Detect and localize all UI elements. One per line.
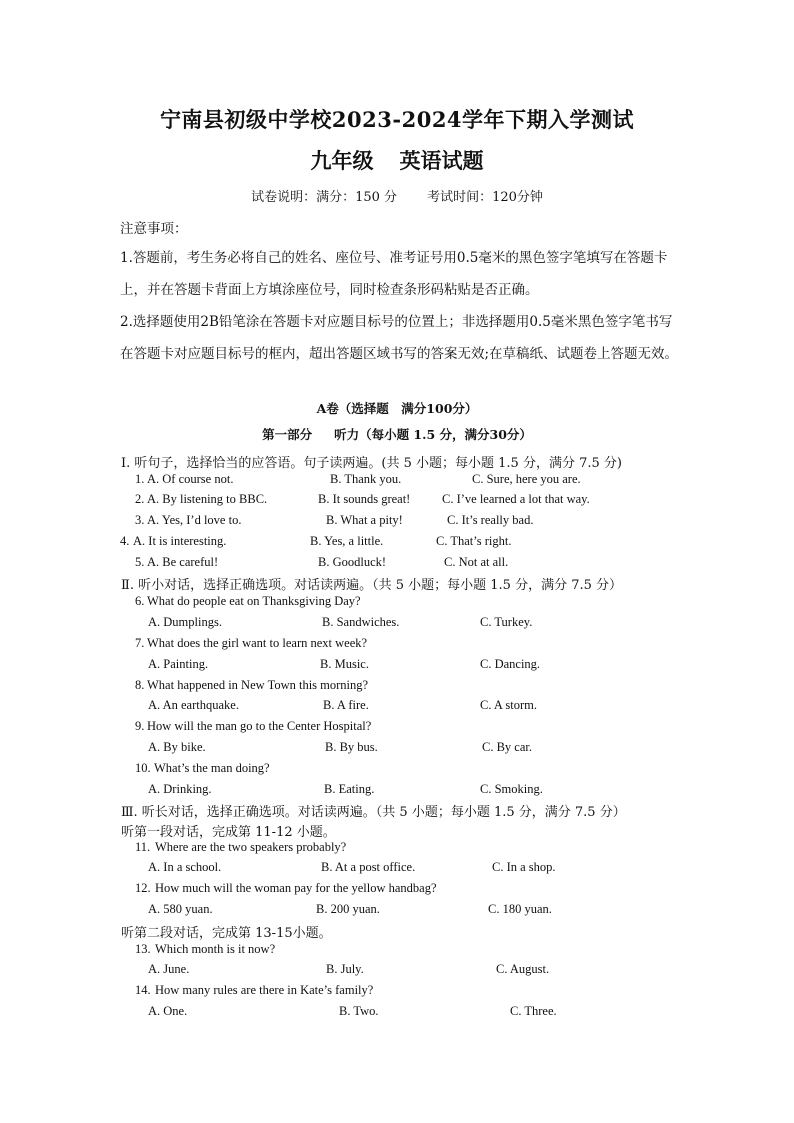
option-b: B. Two. [339, 1004, 379, 1018]
notes-item-2: 2.选择题使用2B铅笔涂在答题卡对应题目标号的位置上；非选择题用0.5毫米黑色签字笔书写在答题卡对应题目标号的框内，超出答题区域书写的答案无效;在草稿纸、试题卷上答题无效。 [120, 314, 679, 362]
question-number: 11. [135, 840, 151, 854]
option-c: C. In a shop. [492, 860, 556, 874]
option-c: C. Turkey. [480, 615, 533, 629]
question-text: How many rules are there in Kate’s family? [155, 983, 374, 997]
question-number: 10. [135, 761, 151, 775]
question-text: How much will the woman pay for the yellow handbag? [155, 881, 437, 895]
option-a: A. An earthquake. [148, 698, 239, 712]
option-a: A. It is interesting. [133, 534, 227, 548]
question-number: 2. [135, 492, 145, 506]
option-c: C. 180 yuan. [488, 902, 552, 916]
question-number: 9. [135, 719, 145, 733]
option-b: B. Eating. [324, 782, 375, 796]
option-b: B. What a pity! [326, 513, 403, 527]
option-a: A. Drinking. [148, 782, 212, 796]
option-b: B. Goodluck! [318, 555, 387, 569]
option-c: C. August. [496, 962, 550, 976]
grade-label: 九年级 [310, 148, 374, 173]
option-b: B. Sandwiches. [322, 615, 400, 629]
option-a: A. By listening to BBC. [147, 492, 268, 506]
question-number: 13. [135, 942, 151, 956]
option-a: A. Of course not. [147, 472, 234, 486]
option-a: A. In a school. [148, 860, 222, 874]
option-a: A. One. [148, 1004, 188, 1018]
question-text: What’s the man doing? [154, 761, 270, 775]
option-c: C. Sure, here you are. [472, 472, 581, 486]
section-a-title: A卷（选择题 满分100分） [316, 401, 478, 416]
question-number: 14. [135, 983, 151, 997]
option-c: C. It’s really bad. [447, 513, 534, 527]
exam-subtitle [0, 145, 794, 175]
option-b: B. By bus. [325, 740, 378, 754]
question-text: Where are the two speakers probably? [155, 840, 347, 854]
option-c: C. Not at all. [444, 555, 509, 569]
question-number: 1. [135, 472, 145, 486]
option-a: A. 580 yuan. [148, 902, 213, 916]
part-name: 第一部分 [262, 427, 313, 442]
option-c: C. Three. [510, 1004, 557, 1018]
option-c: C. Dancing. [480, 657, 541, 671]
dialogue-subheading: 听第二段对话，完成第 13-15小题。 [121, 926, 332, 941]
option-a: A. Be careful! [147, 555, 219, 569]
notes-item-1: 1.答题前，考生务必将自己的姓名、座位号、准考证号用0.5毫米的黑色签字笔填写在答题卡上，并在答题卡背面上方填涂座位号，同时检查条形码粘贴是否正确。 [120, 250, 668, 298]
option-b: B. At a post office. [321, 860, 416, 874]
question-text: How will the man go to the Center Hospital? [147, 719, 372, 733]
option-a: A. Dumplings. [148, 615, 222, 629]
question-number: 6. [135, 594, 145, 608]
exam-time: 考试时间：120分钟 [427, 190, 543, 205]
question-number: 4. [120, 534, 130, 548]
question-text: What does the girl want to learn next week? [147, 636, 368, 650]
dialogue-subheading: 听第一段对话，完成第 11-12 小题。 [121, 825, 336, 840]
question-number: 3. [135, 513, 145, 527]
option-a: A. By bike. [148, 740, 206, 754]
option-a: A. Yes, I’d love to. [147, 513, 242, 527]
exam-info [0, 186, 794, 205]
option-c: C. That’s right. [436, 534, 512, 548]
question-number: 5. [135, 555, 145, 569]
question-number: 7. [135, 636, 145, 650]
question-number: 8. [135, 678, 145, 692]
exam-title: 宁南县初级中学校2023-2024学年下期入学测试 [159, 107, 635, 132]
question-text: What do people eat on Thanksgiving Day? [147, 594, 361, 608]
section-heading: Ⅰ. 听句子，选择恰当的应答语。句子读两遍。(共 5 小题；每小题 1.5 分，满分 7.5 分) [121, 456, 622, 471]
subject-label: 英语试题 [399, 148, 484, 173]
option-b: B. Music. [320, 657, 369, 671]
option-b: B. 200 yuan. [316, 902, 380, 916]
question-text: What happened in New Town this morning? [147, 678, 369, 692]
option-b: B. July. [326, 962, 364, 976]
section-heading: Ⅲ. 听长对话，选择正确选项。对话读两遍。（共 5 小题；每小题 1.5 分，满分 7.5 分） [121, 805, 626, 820]
option-b: B. It sounds great! [318, 492, 411, 506]
option-b: B. A fire. [323, 698, 369, 712]
option-c: C. I’ve learned a lot that way. [442, 492, 590, 506]
notes-title: 注意事项： [120, 221, 188, 237]
option-a: A. Painting. [148, 657, 209, 671]
part-one-title [0, 425, 794, 443]
option-c: C. By car. [482, 740, 532, 754]
option-c: C. Smoking. [480, 782, 543, 796]
section-heading: Ⅱ. 听小对话，选择正确选项。对话读两遍。（共 5 小题；每小题 1.5 分，满分 7.5 分） [121, 578, 623, 593]
full-score: 试卷说明：满分：150 分 [251, 190, 398, 205]
option-a: A. June. [148, 962, 190, 976]
option-b: B. Thank you. [330, 472, 402, 486]
option-c: C. A storm. [480, 698, 537, 712]
part-title: 听力（每小题 1.5 分，满分30分） [334, 427, 532, 442]
option-b: B. Yes, a little. [310, 534, 384, 548]
question-text: Which month is it now? [155, 942, 276, 956]
question-number: 12. [135, 881, 151, 895]
